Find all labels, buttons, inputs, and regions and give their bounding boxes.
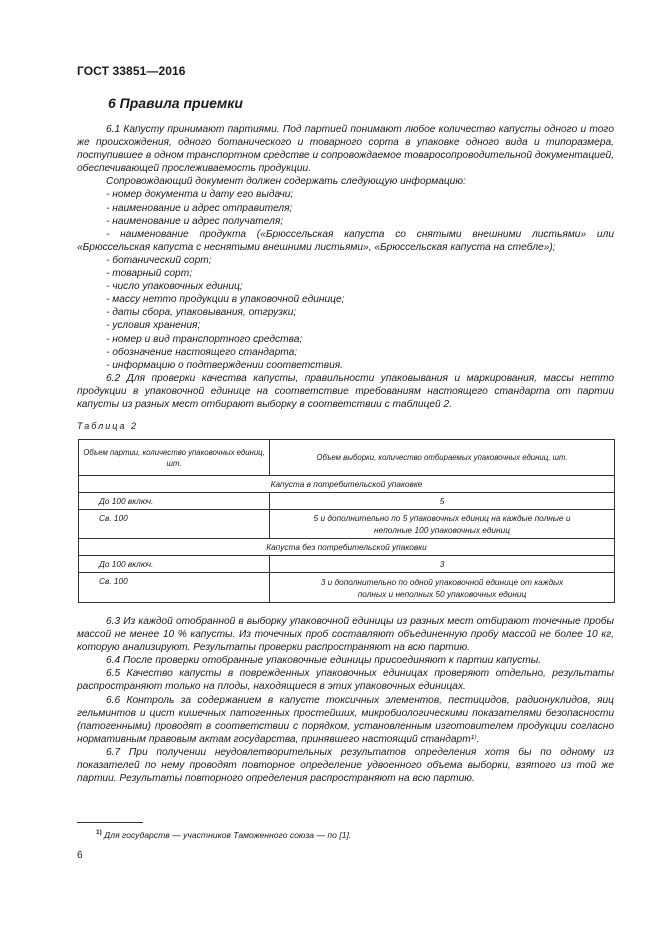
section-title: 6 Правила приемки (108, 95, 243, 111)
paragraph-6-7: 6.7 При получении неудовлетворительных результатов определения хотя бы по одному из показателей по нему проводят повторное определение удвоенного объема выборки, взятого из той же партии. Результаты повторного определения распространяют на всю партию. (77, 746, 614, 785)
intro-paragraph: - массу нетто продукции в упаковочной единице; (106, 294, 345, 306)
lot-cell: Св. 100 (79, 510, 270, 539)
lot-cell: Св. 100 (79, 573, 270, 603)
intro-paragraph: - товарный сорт; (106, 268, 193, 280)
header-lot-size: Объем партии, количество упаковочных единиц, шт. (79, 440, 270, 476)
intro-paragraph: - число упаковочных единиц; (106, 281, 243, 293)
intro-paragraph: 6.2 Для проверки качества капусты, правильности упаковывания и маркирования, массы нетто продукции в упаковочной единице на соответствие требованиям настоящего стандарта от партии капусты из разных мест отбирают выборку в соответствии с таблицей 2. (77, 372, 614, 410)
intro-paragraph: Сопровождающий документ должен содержать следующую информацию: (106, 176, 466, 188)
intro-paragraph: - информацию о подтверждении соответствия. (106, 359, 344, 371)
table-row (79, 556, 615, 573)
intro-paragraph: 6.1 Капусту принимают партиями. Под партией понимают любое количество капусты одного и того же происхождения, одного ботанического и товарного сорта в упаковке одного вида и типоразмера, поступившее в одном транспортном средстве и сопровождаемое товаросопроводительной документацией, обеспечивающей прослеживаемость продукции. (77, 124, 614, 175)
sample-cell: 3 (270, 556, 615, 573)
intro-paragraph: - наименование продукта («Брюссельская капуста со снятыми внешними листьями» или «Брюссельская капуста с неснятыми внешними листьями», «Брюссельская капуста на стебле»); (77, 228, 614, 253)
table-row (79, 493, 615, 510)
paragraph-6-5: 6.5 Качество капусты в поврежденных упаковочных единицах проверяют отдельно, результаты распространяют только на плоды, находящиеся в этих упаковочных единицах. (77, 668, 614, 693)
sampling-table (78, 439, 615, 603)
paragraph-6-6: 6.6 Контроль за содержанием в капусте токсичных элементов, пестицидов, радионуклидов, яиц гельминтов и цист кишечных патогенных простейших, микробиологическими показателями безопасности (патогенными) проводят в соответствии с порядком, установленным изготовителем продукции согласно нормативным правовым актам государства, принявшего настоящий стандарт¹⁾. (77, 694, 614, 745)
lot-cell: До 100 включ. (79, 493, 270, 510)
paragraph-6-4: 6.4 После проверки отобранные упаковочные единицы присоединяют к партии капусты. (106, 655, 542, 667)
table-header-row (79, 440, 615, 476)
table-caption: Таблица 2 (77, 421, 139, 431)
paragraph-6-3: 6.3 Из каждой отобранной в выборку упаковочной единицы из разных мест отбирают точечные пробы массой не менее 10 % капусты. Из точечных проб составляют объединенную пробу массой не более 10 кг, которую анализируют. Результаты проверки распространяют на всю партию. (77, 616, 614, 654)
document-header: ГОСТ 33851—2016 (77, 64, 186, 78)
sample-cell: 5 и дополнительно по 5 упаковочных единиц на каждые полные и неполные 100 упаковочных единиц (270, 510, 615, 539)
group-title: Капуста в потребительской упаковке (79, 476, 615, 493)
table-row (79, 573, 615, 603)
sample-cell: 5 (270, 493, 615, 510)
intro-paragraph: - условия хранения; (106, 320, 201, 332)
table-group-row (79, 476, 615, 493)
intro-paragraph: - даты сбора, упаковывания, отгрузки; (106, 307, 297, 319)
footnote (96, 829, 351, 840)
after-table-text-block (77, 615, 614, 785)
intro-paragraph: - ботанический сорт; (106, 254, 212, 266)
header-sample-size: Объем выборки, количество отбираемых упаковочных единиц, шт. (270, 440, 615, 476)
intro-text-block (77, 123, 614, 411)
sample-cell: 3 и дополнительно по одной упаковочной единице от каждых полных и неполных 50 упаковочных единиц (270, 573, 615, 603)
table-group-row (79, 539, 615, 556)
lot-cell: До 100 включ. (79, 556, 270, 573)
intro-paragraph: - наименование и адрес отправителя; (106, 202, 293, 214)
intro-paragraph: - номер документа и дату его выдачи; (106, 189, 294, 201)
group-title: Капуста без потребительской упаковки (79, 539, 615, 556)
table-row (79, 510, 615, 539)
intro-paragraph: - наименование и адрес получателя; (106, 215, 284, 227)
intro-paragraph: - номер и вид транспортного средства; (106, 333, 303, 345)
footnote-marker: 1) (96, 829, 102, 836)
intro-paragraph: - обозначение настоящего стандарта; (106, 346, 298, 358)
footnote-divider (77, 822, 143, 823)
footnote-text: Для государств — участников Таможенного союза — по [1]. (104, 829, 352, 840)
page-number: 6 (77, 850, 83, 861)
